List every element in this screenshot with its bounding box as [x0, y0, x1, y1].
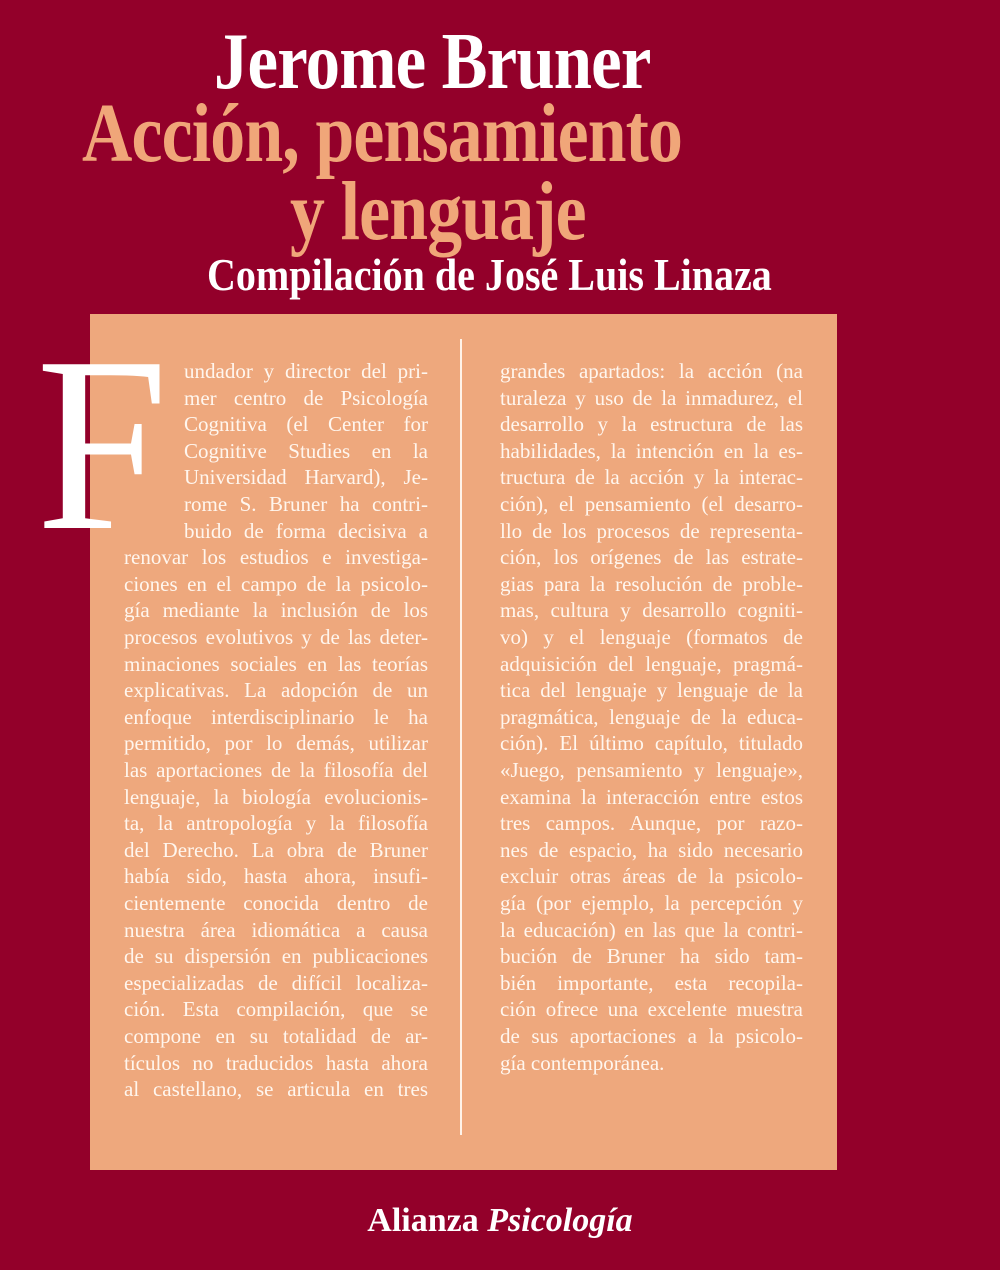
blurb-line: explicativas. La adopción de un: [124, 678, 428, 703]
blurb-line: pragmática, lenguaje de la educa-: [500, 704, 803, 729]
blurb-line: compone en su totalidad de ar-: [124, 1024, 428, 1048]
blurb-line: grandes apartados: la acción (na: [500, 359, 803, 383]
compiler-credit: Compilación de José Luis Linaza: [207, 249, 772, 300]
blurb-line: lenguaje, la biología evolucionis-: [124, 784, 428, 809]
blurb-line: examina la interacción entre estos: [500, 784, 803, 809]
blurb-line: vo) y el lenguaje (formatos de: [500, 625, 803, 649]
blurb-line: de su dispersión en publicaciones: [124, 944, 428, 969]
blurb-line: gía contemporánea.: [500, 1050, 665, 1075]
blurb-line: ciones en el campo de la psicolo-: [124, 571, 428, 596]
publisher-name: Alianza: [367, 1202, 479, 1239]
column-divider: [460, 339, 462, 1135]
blurb-line: buido de forma decisiva a: [184, 518, 428, 543]
blurb-line: turaleza y uso de la inmadurez, el: [500, 385, 803, 410]
blurb-line: la educación) en las que la contri-: [500, 917, 803, 942]
blurb-line: gía (por ejemplo, la percepción y: [500, 891, 803, 915]
blurb-line: tres campos. Aunque, por razo-: [500, 811, 803, 836]
blurb-line: de sus aportaciones a la psicolo-: [500, 1024, 803, 1048]
blurb-line: nuestra área idiomática a causa: [124, 917, 428, 942]
blurb-line: Universidad Harvard), Je-: [184, 465, 428, 490]
blurb-line: cientemente conocida dentro de: [124, 891, 428, 915]
blurb-line: ción). El último capítulo, titulado: [500, 731, 803, 756]
blurb-line: había sido, hasta ahora, insufi-: [124, 864, 428, 889]
blurb-right-column: [500, 0, 803, 1270]
blurb-line: ción ofrece una excelente muestra: [500, 997, 803, 1022]
blurb-line: renovar los estudios e investiga-: [124, 545, 428, 570]
blurb-line: Cognitive Studies en la: [184, 438, 428, 463]
blurb-line: Cognitiva (el Center for: [184, 412, 428, 437]
blurb-line: nes de espacio, ha sido necesario: [500, 837, 803, 862]
blurb-line: procesos evolutivos y de las deter-: [124, 625, 428, 649]
blurb-line: mer centro de Psicología: [184, 385, 428, 410]
blurb-line: al castellano, se articula en tres: [124, 1077, 428, 1102]
blurb-line: rome S. Bruner ha contri-: [184, 492, 428, 516]
blurb-line: undador y director del pri-: [184, 359, 428, 383]
blurb-line: «Juego, pensamiento y lenguaje»,: [500, 758, 803, 782]
blurb-line: ción), el pensamiento (el desarro-: [500, 492, 803, 516]
blurb-line: excluir otras áreas de la psicolo-: [500, 864, 803, 889]
blurb-line: del Derecho. La obra de Bruner: [124, 837, 428, 862]
series-name: Psicología: [487, 1202, 633, 1239]
blurb-line: llo de los procesos de representa-: [500, 518, 803, 543]
blurb-line: mas, cultura y desarrollo cogniti-: [500, 598, 803, 623]
author-name: Jerome Bruner: [214, 18, 651, 106]
book-title-line-1: Acción, pensamiento: [82, 87, 683, 180]
blurb-line: tica del lenguaje y lenguaje de la: [500, 678, 803, 703]
blurb-left-column: [124, 0, 428, 1270]
blurb-line: minaciones sociales en las teorías: [124, 651, 428, 676]
blurb-line: desarrollo y la estructura de las: [500, 412, 803, 437]
drop-cap-letter: F: [36, 306, 169, 583]
book-title-line-2: y lenguaje: [290, 165, 586, 258]
blurb-line: enfoque interdisciplinario le ha: [124, 704, 428, 729]
blurb-line: ción, los orígenes de las estrate-: [500, 545, 803, 570]
blurb-line: gía mediante la inclusión de los: [124, 598, 428, 623]
blurb-line: gias para la resolución de proble-: [500, 571, 803, 596]
blurb-line: tructura de la acción y la interac-: [500, 465, 803, 490]
blurb-line: especializadas de difícil localiza-: [124, 970, 428, 995]
blurb-line: ción. Esta compilación, que se: [124, 997, 428, 1022]
publisher-series: [0, 1202, 1000, 1240]
blurb-line: habilidades, la intención en la es-: [500, 438, 803, 463]
blurb-line: las aportaciones de la filosofía del: [124, 758, 428, 782]
blurb-line: bución de Bruner ha sido tam-: [500, 944, 803, 969]
blurb-line: bién importante, esta recopila-: [500, 970, 803, 995]
blurb-line: adquisición del lenguaje, pragmá-: [500, 651, 803, 676]
blurb-line: permitido, por lo demás, utilizar: [124, 731, 428, 756]
blurb-line: tículos no traducidos hasta ahora: [124, 1050, 428, 1075]
blurb-line: ta, la antropología y la filosofía: [124, 811, 428, 836]
